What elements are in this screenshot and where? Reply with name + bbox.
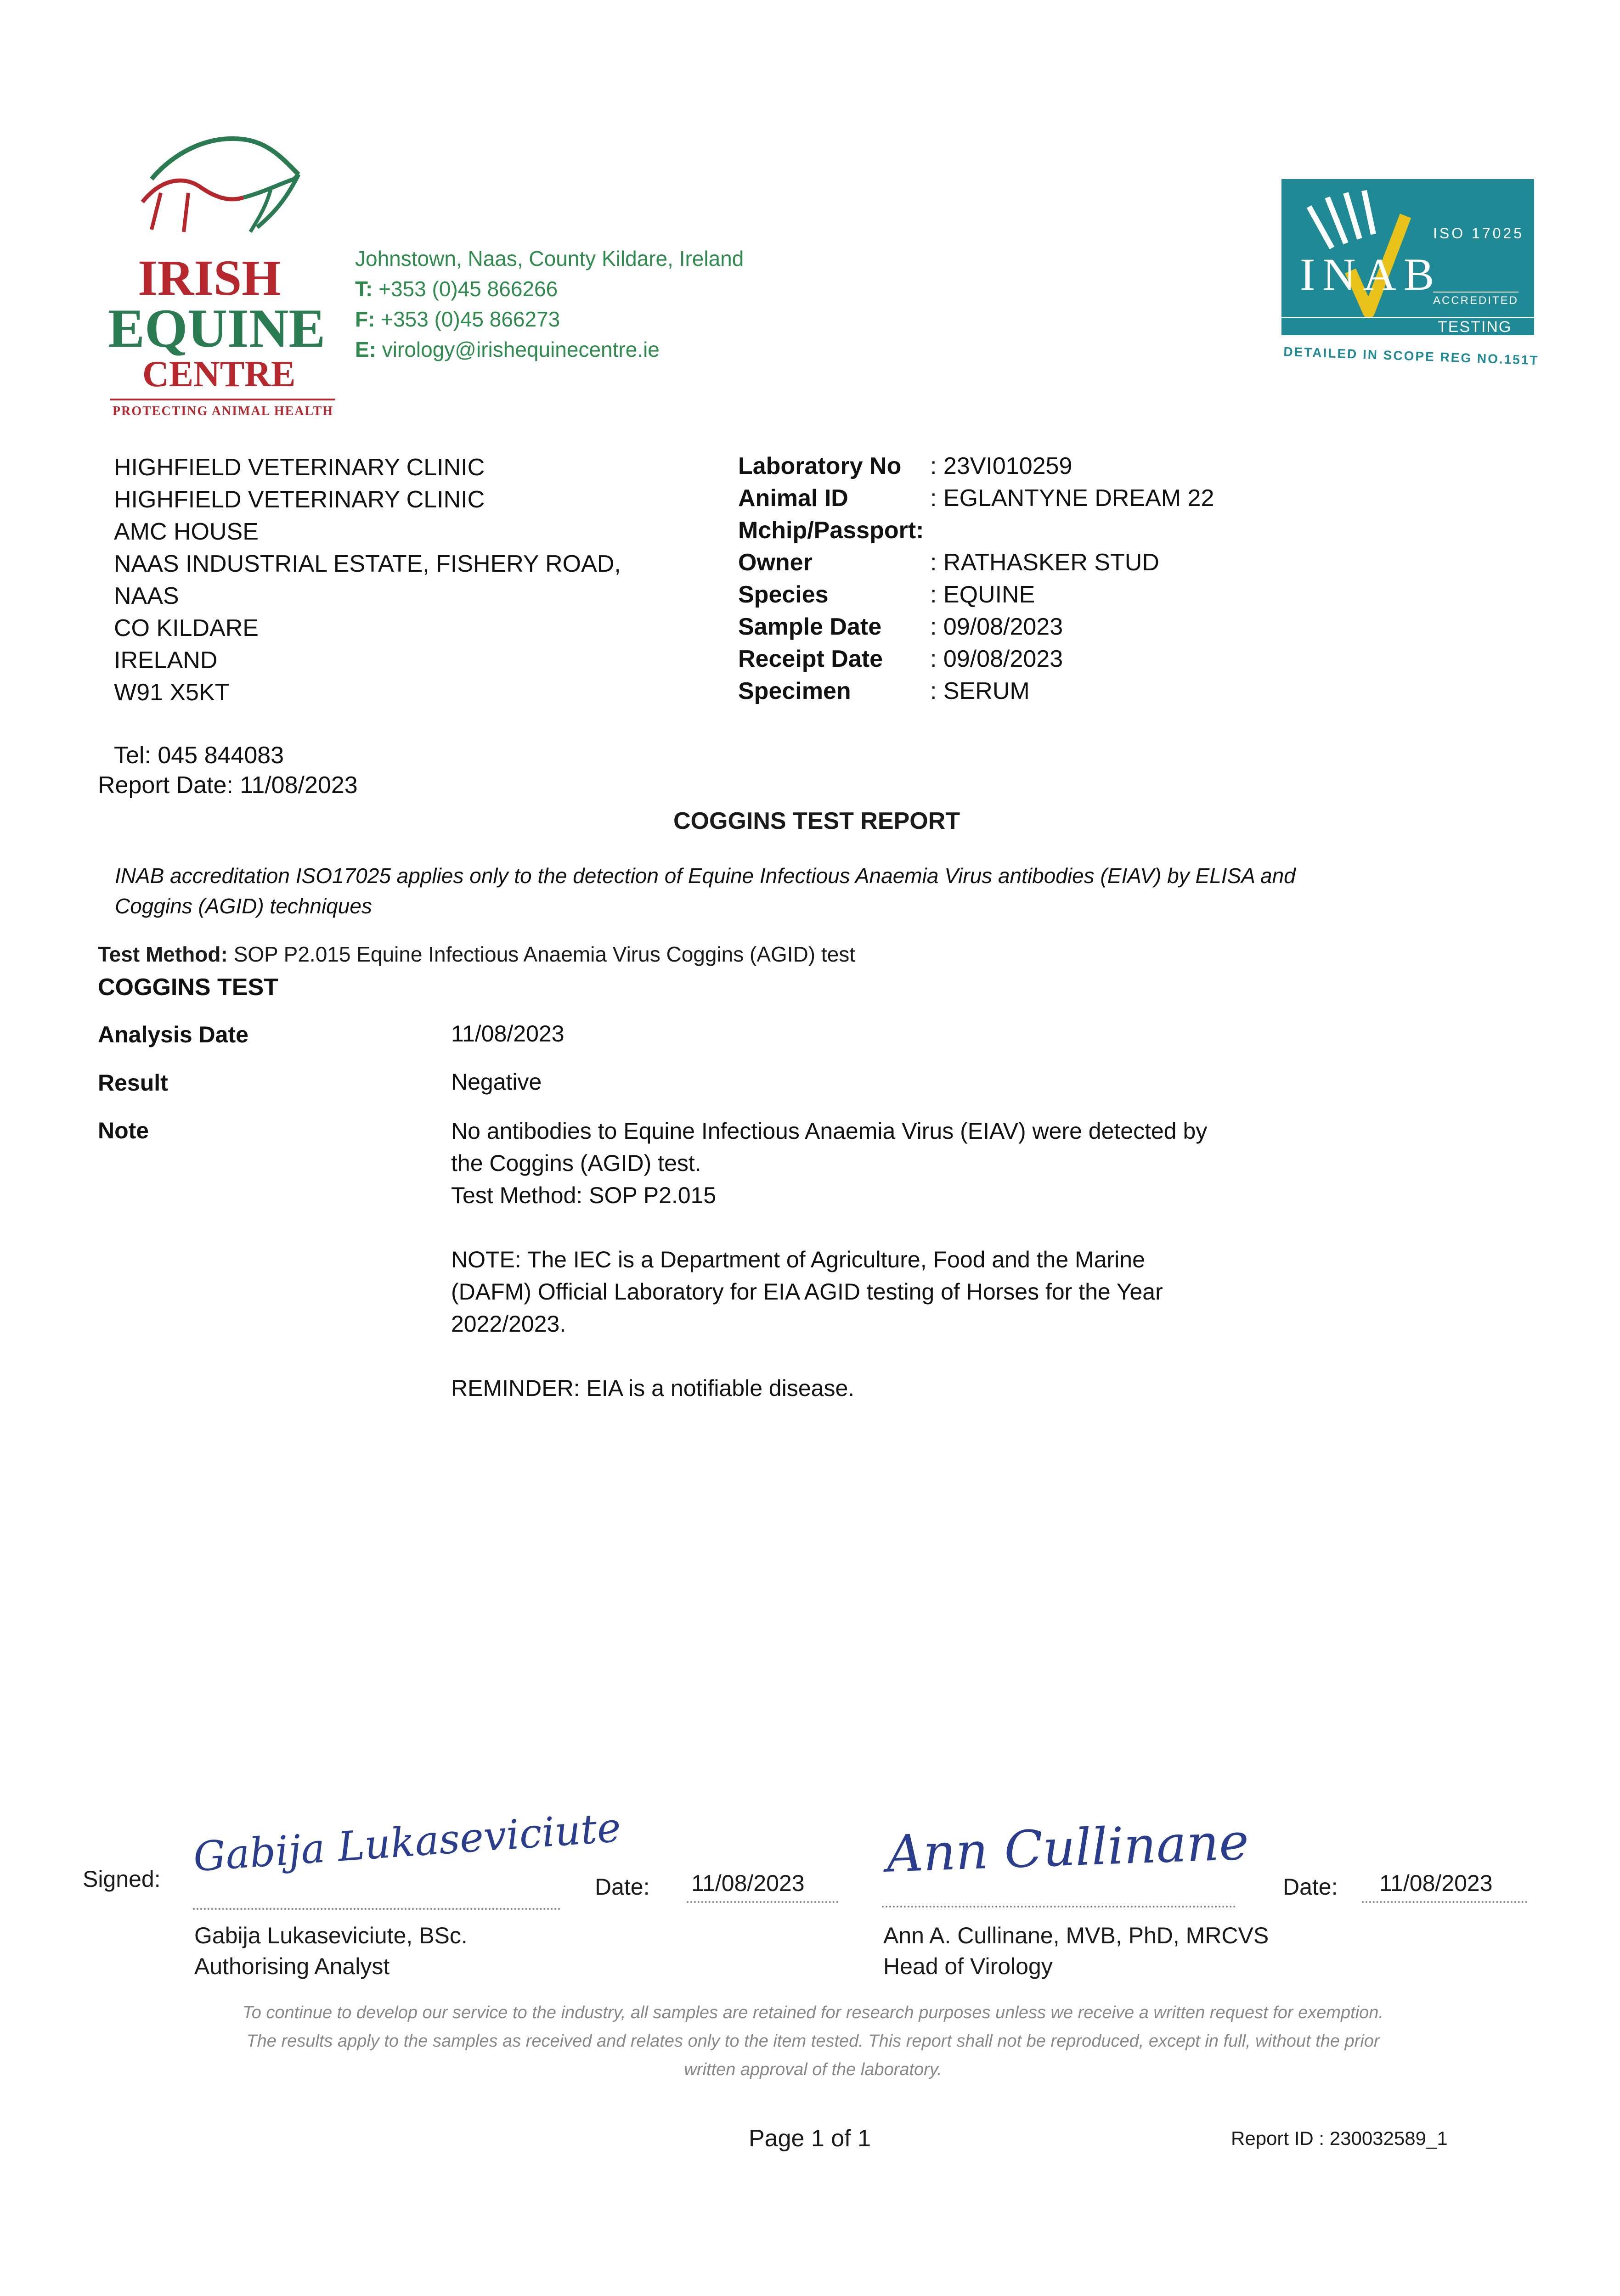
sample-info-value: : RATHASKER STUD — [930, 549, 1159, 576]
signature-1-line — [193, 1908, 560, 1910]
sample-info-row — [738, 484, 1381, 517]
logo-tagline: PROTECTING ANIMAL HEALTH — [113, 404, 334, 418]
sample-info-value: : EQUINE — [930, 581, 1035, 608]
sample-info-label: Specimen — [738, 678, 851, 704]
address-line: NAAS INDUSTRIAL ESTATE, FISHERY ROAD, — [114, 551, 621, 577]
footer-disclaimer — [119, 1998, 1507, 2084]
sample-info-row — [738, 581, 1381, 613]
signer-2-name: Ann A. Cullinane, MVB, PhD, MRCVS — [883, 1923, 1269, 1948]
inab-testing-band — [1281, 317, 1534, 318]
logo-divider — [110, 399, 335, 400]
note2-line: 2022/2023. — [451, 1311, 566, 1337]
accreditation-note — [115, 861, 1585, 921]
reminder-line: REMINDER: EIA is a notifiable disease. — [451, 1375, 855, 1401]
sample-info-label: Sample Date — [738, 613, 882, 640]
accreditation-note-line: Coggins (AGID) techniques — [115, 894, 372, 918]
signature-1: Gabija Lukaseviciute — [192, 1803, 622, 1881]
inab-brand: INAB — [1300, 249, 1442, 300]
logo-text-irish: IRISH — [138, 250, 281, 306]
sample-info-label: Species — [738, 581, 829, 608]
test-heading: COGGINS TEST — [98, 974, 278, 1001]
logo-text-equine: EQUINE — [108, 298, 326, 359]
inab-iso: ISO 17025 — [1433, 225, 1524, 242]
page-number: Page 1 of 1 — [749, 2125, 871, 2152]
signer-1-date: 11/08/2023 — [691, 1870, 805, 1896]
sample-info-label: Animal ID — [738, 485, 848, 512]
lab-phone: T: +353 (0)45 866266 — [355, 277, 558, 301]
sample-info-value: : 09/08/2023 — [930, 613, 1063, 640]
report-date: Report Date: 11/08/2023 — [98, 772, 358, 799]
note-body — [451, 1115, 1507, 1404]
sample-info-label: Laboratory No — [738, 453, 902, 479]
disclaimer-line: To continue to develop our service to the industry, all samples are retained for research purposes unless we receive a written request for exemption. — [243, 2003, 1383, 2022]
note2-line: NOTE: The IEC is a Department of Agriculture, Food and the Marine — [451, 1247, 1145, 1272]
sample-info-label: Owner — [738, 549, 813, 576]
note2-line: (DAFM) Official Laboratory for EIA AGID testing of Horses for the Year — [451, 1279, 1163, 1305]
result-value: Negative — [451, 1069, 542, 1095]
inab-testing: TESTING — [1438, 318, 1512, 336]
sample-info-row — [738, 549, 1381, 581]
lab-fax: F: +353 (0)45 866273 — [355, 307, 560, 331]
sample-info-row — [738, 613, 1381, 645]
note-label: Note — [98, 1118, 149, 1143]
signer-1-date-line — [687, 1901, 838, 1903]
sample-info-label: Mchip/Passport: — [738, 517, 924, 544]
note-line: the Coggins (AGID) test. — [451, 1150, 701, 1176]
address-line: W91 X5KT — [114, 679, 230, 706]
signer-2-date-line — [1362, 1901, 1527, 1903]
sample-info-row — [738, 517, 1381, 549]
inab-accredited: ACCREDITED — [1433, 292, 1518, 307]
sample-info-table — [738, 452, 1381, 709]
report-id: Report ID : 230032589_1 — [1231, 2127, 1448, 2149]
signer-2-date-label: Date: — [1283, 1874, 1338, 1900]
signer-1-name: Gabija Lukaseviciute, BSc. — [194, 1923, 468, 1948]
signature-2-line — [882, 1906, 1236, 1908]
analysis-date-value: 11/08/2023 — [451, 1021, 564, 1047]
lab-contact — [355, 243, 860, 365]
signer-2-role: Head of Virology — [883, 1953, 1053, 1979]
report-title: COGGINS TEST REPORT — [673, 808, 960, 834]
lab-email[interactable]: E: virology@irishequinecentre.ie — [355, 338, 660, 361]
address-line: HIGHFIELD VETERINARY CLINIC — [114, 486, 485, 513]
note-line: No antibodies to Equine Infectious Anaemia Virus (EIAV) were detected by — [451, 1118, 1208, 1144]
disclaimer-line: The results apply to the samples as received and relates only to the item tested. This report shall not be reproduced, except in full, without the prior — [246, 2032, 1380, 2051]
signature-2: Ann Cullinane — [886, 1812, 1250, 1884]
logo-text-centre: CENTRE — [142, 354, 296, 394]
sample-info-label: Receipt Date — [738, 646, 883, 672]
sample-info-value: : EGLANTYNE DREAM 22 — [930, 485, 1214, 512]
sample-info-row — [738, 677, 1381, 709]
lab-address: Johnstown, Naas, County Kildare, Ireland — [355, 247, 744, 270]
address-line: CO KILDARE — [114, 615, 259, 642]
test-method-value: SOP P2.015 Equine Infectious Anaemia Virus Coggins (AGID) test — [233, 942, 856, 966]
test-method-line — [98, 942, 855, 967]
sample-info-value: : 09/08/2023 — [930, 646, 1063, 672]
result-label: Result — [98, 1070, 168, 1096]
test-method-label: Test Method: — [98, 942, 228, 966]
sample-info-row — [738, 645, 1381, 677]
address-line: AMC HOUSE — [114, 518, 259, 545]
sample-info-value: : 23VI010259 — [930, 453, 1072, 479]
signer-2-date: 11/08/2023 — [1379, 1870, 1493, 1896]
address-line: NAAS — [114, 583, 179, 609]
accreditation-note-line: INAB accreditation ISO17025 applies only to the detection of Equine Infectious Anaemia Virus antibodies (EIAV) by ELISA and — [115, 864, 1296, 888]
iec-logo — [101, 124, 340, 427]
address-line: IRELAND — [114, 647, 218, 674]
note-line: Test Method: SOP P2.015 — [451, 1182, 717, 1208]
signer-1-date-label: Date: — [595, 1874, 650, 1900]
signed-label: Signed: — [83, 1866, 161, 1892]
analysis-date-label: Analysis Date — [98, 1022, 248, 1047]
inab-scope: DETAILED IN SCOPE REG NO.151T — [1283, 344, 1540, 368]
disclaimer-line: written approval of the laboratory. — [684, 2060, 942, 2079]
sample-info-row — [738, 452, 1381, 484]
recipient-tel: Tel: 045 844083 — [114, 742, 284, 769]
inab-badge — [1281, 179, 1540, 372]
signer-1-role: Authorising Analyst — [194, 1953, 390, 1979]
recipient-address — [114, 451, 665, 709]
address-line: HIGHFIELD VETERINARY CLINIC — [114, 454, 485, 481]
sample-info-value: : SERUM — [930, 678, 1030, 704]
horse-logo-icon — [133, 124, 326, 243]
